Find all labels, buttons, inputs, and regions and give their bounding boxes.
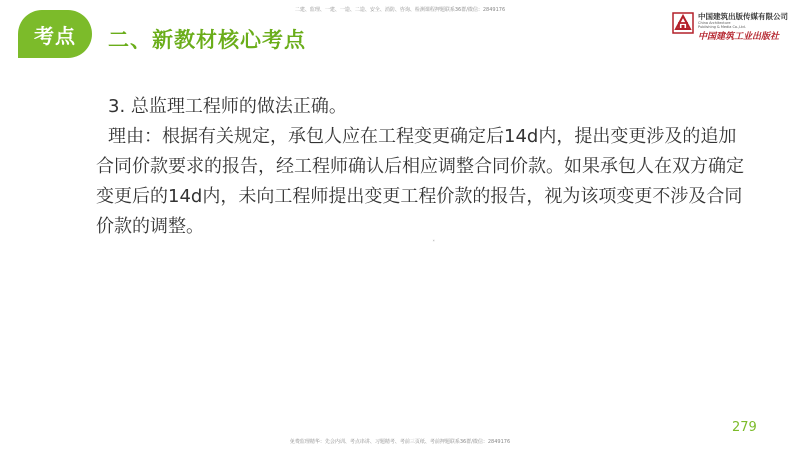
publisher-name-en-line1: China Architecture xyxy=(698,21,731,25)
top-watermark: 二建、监理、一建、一造、二造、安全、消防、咨询、检测课程押题联系36群/微信：2849176 xyxy=(294,7,506,13)
topic-badge xyxy=(18,10,92,58)
publisher-name-cn: 中国建筑出版传媒有限公司 xyxy=(698,12,788,21)
answer-point: 3. 总监理工程师的做法正确。 xyxy=(108,96,347,117)
faint-watermark: ✦ xyxy=(430,237,437,244)
section-title: 二、新教材核心考点 xyxy=(108,28,306,52)
topic-badge-label: 考点 xyxy=(34,23,76,48)
publisher-name-en-line2: Publishing & Media Co.,Ltd. xyxy=(698,25,746,29)
publisher-name-en xyxy=(698,21,746,29)
page-number: 279 xyxy=(732,420,757,435)
publisher-logo xyxy=(672,10,790,42)
publisher-script-name: 中国建筑工业出版社 xyxy=(698,32,780,42)
bottom-watermark: 免费监理精华：先会内训、考点串讲、习题精考、考前三页纸、考前押题联系36群/微信：2849176 xyxy=(289,439,511,445)
slide-content xyxy=(96,92,746,242)
answer-reason: 理由：根据有关规定，承包人应在工程变更确定后14d内，提出变更涉及的追加合同价款要求的报告，经工程师确认后相应调整合同价款。如果承包人在双方确定变更后的14d内，未向工程师提出变更工程价款的报告，视为该项变更不涉及合同价款的调整。 xyxy=(96,126,744,237)
publisher-emblem-icon xyxy=(672,12,694,34)
